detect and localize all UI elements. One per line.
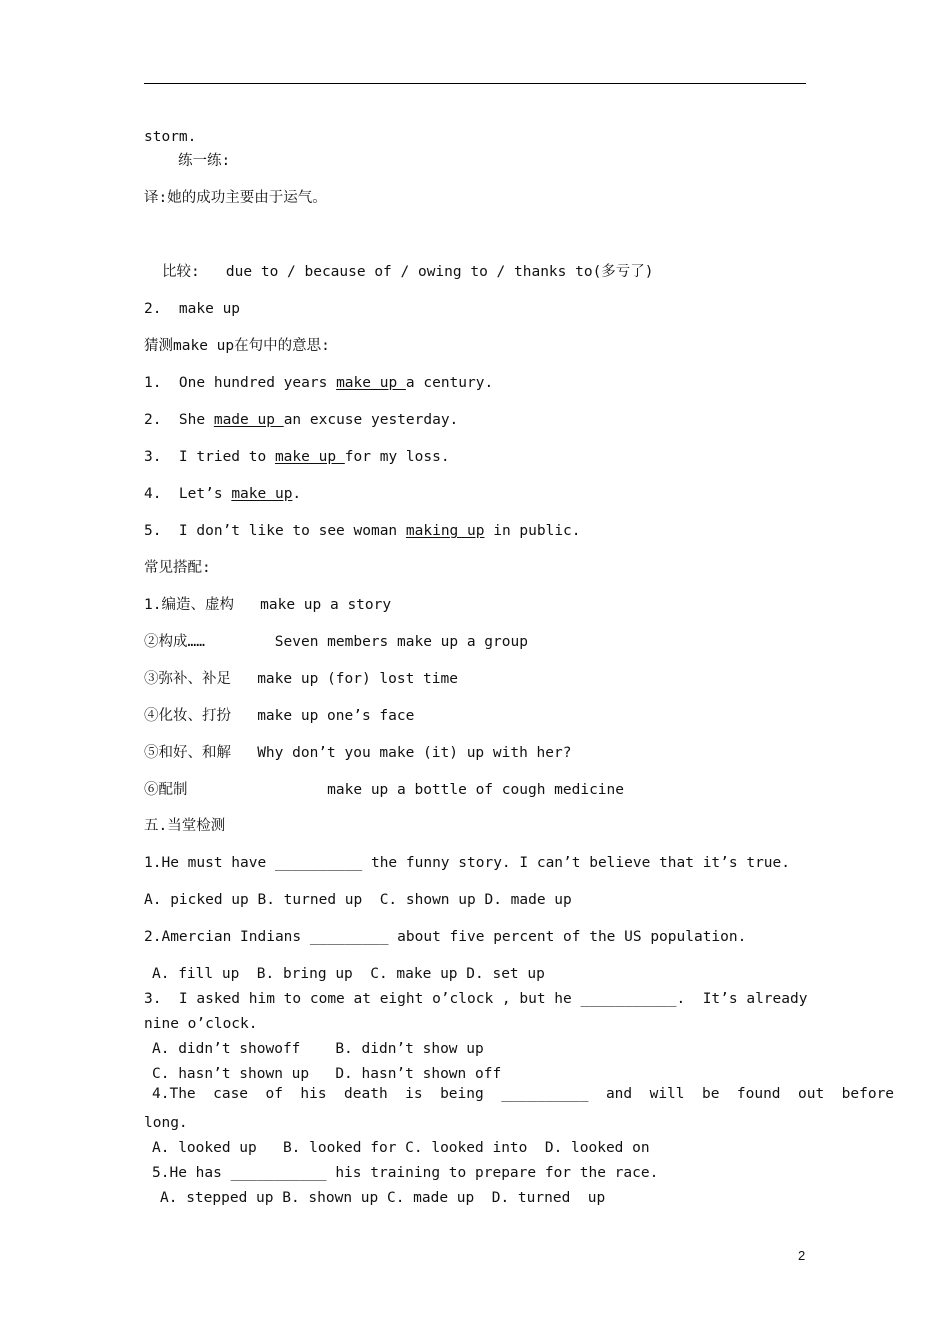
text-run: 5. I don’t like to see woman bbox=[144, 523, 406, 539]
line-q2 bbox=[144, 928, 746, 946]
line-collocations-heading bbox=[144, 559, 211, 577]
line-col-1 bbox=[144, 596, 391, 614]
line-test-heading bbox=[144, 817, 225, 835]
text-run: A. fill up B. bring up C. make up D. set up bbox=[152, 966, 545, 982]
line-q3-line2 bbox=[144, 1015, 258, 1033]
text-run: 2. make up bbox=[144, 301, 241, 317]
line-q4-line1 bbox=[152, 1085, 894, 1103]
line-col-5 bbox=[144, 744, 571, 762]
line-ex-5 bbox=[144, 522, 581, 540]
underlined-phrase: making up bbox=[405, 523, 485, 539]
text-run: ②构成…… Seven members make up a group bbox=[144, 634, 528, 650]
text-run: 1.He must have __________ the funny story. I can’t believe that it’s true. bbox=[144, 855, 791, 871]
line-ex-3 bbox=[144, 448, 450, 466]
line-compare-line bbox=[162, 263, 654, 281]
text-run: ④化妆、打扮 make up one’s face bbox=[144, 708, 415, 724]
text-run: 猜测make up在句中的意思: bbox=[144, 338, 330, 354]
text-run: 3. I tried to bbox=[144, 449, 275, 465]
text-run: ⑤和好、和解 Why don’t you make (it) up with her? bbox=[144, 745, 572, 761]
line-q5-options bbox=[160, 1189, 605, 1207]
text-run: C. hasn’t shown up D. hasn’t shown off bbox=[152, 1066, 502, 1082]
line-q3-options-2 bbox=[152, 1065, 501, 1083]
line-q4-line2 bbox=[144, 1114, 188, 1132]
page-number: 2 bbox=[798, 1248, 806, 1263]
text-run: A. picked up B. turned up C. shown up D. made up bbox=[144, 892, 572, 908]
text-run: A. stepped up B. shown up C. made up D. turned up bbox=[160, 1190, 606, 1206]
text-run: 译:她的成功主要由于运气。 bbox=[144, 190, 327, 206]
underlined-phrase: make up bbox=[336, 375, 406, 391]
text-run: ③弥补、补足 make up (for) lost time bbox=[144, 671, 458, 687]
text-run: 1. One hundred years bbox=[144, 375, 337, 391]
line-q2-options bbox=[152, 965, 545, 983]
text-run: nine o’clock. bbox=[144, 1016, 258, 1032]
line-translate-line bbox=[144, 189, 327, 207]
line-q3-options-1 bbox=[152, 1040, 484, 1058]
text-run: 5.He has ___________ his training to prepare for the race. bbox=[152, 1165, 659, 1181]
text-run: A. didn’t showoff B. didn’t show up bbox=[152, 1041, 484, 1057]
text-run: 练一练: bbox=[178, 153, 231, 169]
header-rule bbox=[144, 83, 806, 84]
line-make-up-heading bbox=[144, 300, 240, 318]
text-run: 1.编造、虚构 make up a story bbox=[144, 597, 392, 613]
underlined-phrase: made up bbox=[213, 412, 284, 428]
line-q1 bbox=[144, 854, 790, 872]
text-run: 五.当堂检测 bbox=[144, 818, 226, 834]
text-run: 比较: due to / because of / owing to / thanks to(多亏了) bbox=[162, 264, 654, 280]
text-run: for my loss. bbox=[344, 449, 450, 465]
text-run: 4. Let’s bbox=[144, 486, 232, 502]
line-q5 bbox=[152, 1164, 658, 1182]
underlined-phrase: make up bbox=[274, 449, 345, 465]
text-run: . bbox=[292, 486, 302, 502]
text-run: A. looked up B. looked for C. looked into D. looked on bbox=[152, 1140, 650, 1156]
line-guess-heading bbox=[144, 337, 330, 355]
text-run: storm. bbox=[144, 129, 197, 145]
line-col-3 bbox=[144, 670, 458, 688]
text-run: a century. bbox=[405, 375, 494, 391]
line-ex-1 bbox=[144, 374, 493, 392]
text-run: 2. She bbox=[144, 412, 214, 428]
line-practice-heading bbox=[178, 152, 230, 170]
line-q1-options bbox=[144, 891, 572, 909]
text-run: 4.The case of his death is being __________ and will be found out before bbox=[152, 1086, 895, 1102]
text-run: ⑥配制 make up a bottle of cough medicine bbox=[144, 782, 624, 798]
text-run: an excuse yesterday. bbox=[283, 412, 459, 428]
text-run: 2.Amercian Indians _________ about five percent of the US population. bbox=[144, 929, 747, 945]
line-ex-2 bbox=[144, 411, 458, 429]
underlined-phrase: make up bbox=[231, 486, 293, 502]
line-col-4 bbox=[144, 707, 414, 725]
text-run: 3. I asked him to come at eight o’clock , but he ___________. It’s already bbox=[144, 991, 808, 1007]
line-storm bbox=[144, 128, 196, 146]
line-q3-line1 bbox=[144, 990, 807, 1008]
line-ex-4 bbox=[144, 485, 301, 503]
line-q4-options bbox=[152, 1139, 650, 1157]
text-run: 常见搭配: bbox=[144, 560, 211, 576]
text-run: in public. bbox=[484, 523, 581, 539]
line-col-6 bbox=[144, 781, 624, 799]
line-col-2 bbox=[144, 633, 528, 651]
text-run: long. bbox=[144, 1115, 188, 1131]
